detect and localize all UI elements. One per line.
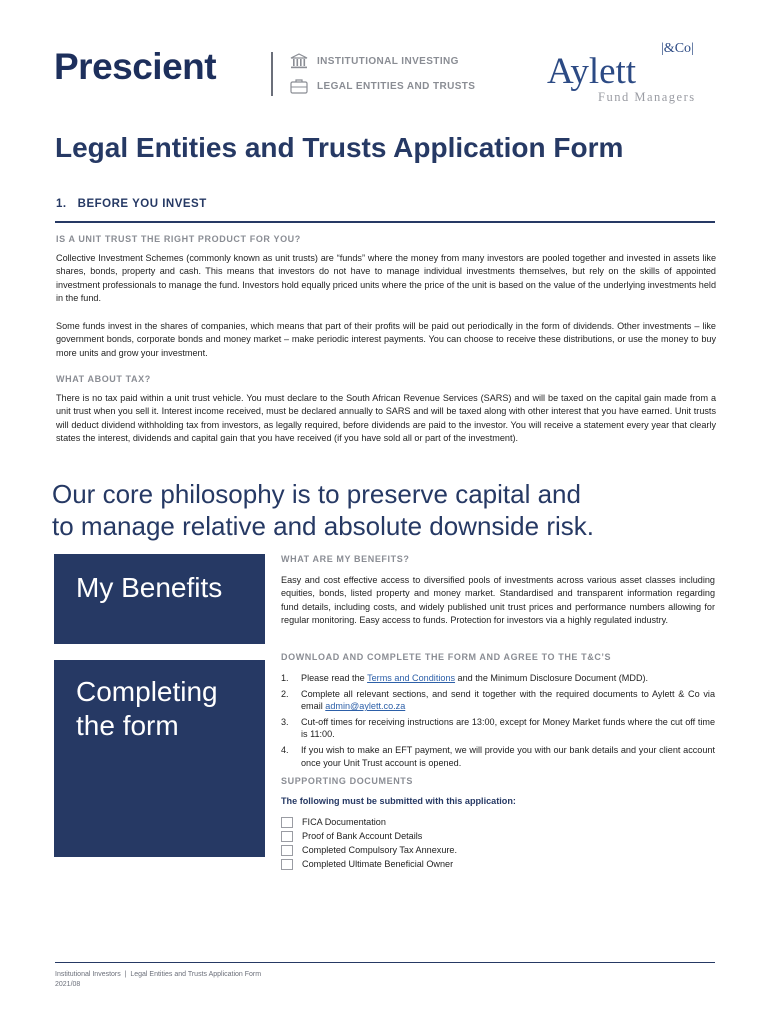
steps-list bbox=[281, 672, 715, 769]
documents-checklist bbox=[281, 815, 715, 871]
aylett-co-mark: |&Co| bbox=[661, 41, 694, 56]
nav-legal-entities bbox=[290, 78, 475, 94]
philosophy-statement bbox=[52, 478, 702, 542]
step-item: 3. Cut-off times for receiving instructions are 13:00, except for Money Market funds where the cut off time is 11:00. bbox=[281, 716, 715, 740]
prescient-logo: Prescient bbox=[54, 46, 217, 87]
completing-line-2: the form bbox=[76, 710, 179, 741]
aylett-logo: Aylett bbox=[547, 51, 637, 92]
checkbox[interactable] bbox=[281, 845, 293, 856]
checklist-item-ubo bbox=[281, 857, 715, 871]
page-title: Legal Entities and Trusts Application Form bbox=[55, 132, 624, 163]
checkbox[interactable] bbox=[281, 831, 293, 842]
my-benefits-panel bbox=[54, 554, 265, 644]
section-divider bbox=[55, 221, 715, 223]
checklist-item-tax bbox=[281, 843, 715, 857]
step-item: 4. If you wish to make an EFT payment, we will provide you with our bank details and your client account once your Unit Trust account is opened. bbox=[281, 744, 715, 768]
footer-line-1: Institutional Investors | Legal Entities and Trusts Application Form bbox=[55, 971, 262, 978]
subheading-tax: WHAT ABOUT TAX? bbox=[56, 374, 151, 384]
step-item: 1. Please read the Terms and Conditions and the Minimum Disclosure Document (MDD). bbox=[281, 673, 649, 683]
footer-date: 2021/08 bbox=[55, 981, 81, 988]
nav-institutional-investing bbox=[290, 53, 459, 69]
supporting-documents-section bbox=[281, 776, 715, 871]
supporting-heading: SUPPORTING DOCUMENTS bbox=[281, 776, 414, 786]
philosophy-line-1: Our core philosophy is to preserve capital and bbox=[52, 479, 581, 509]
checkbox[interactable] bbox=[281, 859, 293, 870]
step-item: 2. Complete all relevant sections, and send it together with the required documents to Aylett & Co via email admin@aylett.co.za bbox=[281, 688, 715, 712]
checkbox[interactable] bbox=[281, 817, 293, 828]
philosophy-line-2: to manage relative and absolute downside risk. bbox=[52, 511, 594, 541]
download-heading: DOWNLOAD AND COMPLETE THE FORM AND AGREE TO THE T&C’S bbox=[281, 652, 612, 662]
checklist-item-fica bbox=[281, 815, 715, 829]
benefits-section bbox=[281, 554, 715, 628]
checklist-item-bank bbox=[281, 829, 715, 843]
download-section bbox=[281, 652, 715, 772]
section-heading: 1. BEFORE YOU INVEST bbox=[56, 198, 207, 210]
nav-label: LEGAL ENTITIES AND TRUSTS bbox=[317, 80, 476, 92]
footer bbox=[55, 970, 261, 990]
my-benefits-label: My Benefits bbox=[76, 572, 223, 603]
paragraph-tax: There is no tax paid within a unit trust vehicle. You must declare to the South African Revenue Services (SARS) and will be taxed on the capital gain made from a unit trust when you sell it. Interest income received, must be declared annually to SARS and will be taxed along with other interest that you have earned. Unit trusts will deduct dividend withholding tax from investors, as legally required, before dividends are paid to the investor. You will receive a statement every year that clearly states the interest, dividends and capital gain that you have received (if you have sold all or part of the investment). bbox=[56, 393, 716, 444]
completing-line-1: Completing bbox=[76, 676, 218, 707]
checklist-label: Completed Compulsory Tax Annexure. bbox=[302, 845, 458, 855]
subheading-unit-trust: IS A UNIT TRUST THE RIGHT PRODUCT FOR YOU? bbox=[56, 234, 301, 244]
footer-divider bbox=[55, 962, 715, 963]
nav-label: INSTITUTIONAL INVESTING bbox=[317, 55, 459, 67]
checklist-label: FICA Documentation bbox=[302, 817, 386, 827]
paragraph-dividends: Some funds invest in the shares of companies, which means that part of their profits will be paid out periodically in the form of dividends. Other investments – like government bonds, corporate bonds and money market – make periodic interest payments. You can choose to receive these distributions, or use the money to buy more units and grow your investment. bbox=[56, 321, 716, 358]
checklist-label: Completed Ultimate Beneficial Owner bbox=[302, 859, 454, 869]
terms-and-conditions-link[interactable]: Terms and Conditions bbox=[367, 673, 456, 683]
bank-icon bbox=[290, 53, 308, 69]
benefits-text: Easy and cost effective access to diversified pools of investments across various asset classes including equities, bonds, listed property and money market. Standardised and transparent information regarding fund details, including costs, and widely published unit trust prices and performance numbers allowing for regular monitoring. Easy access to funds. Protection for investors via a highly regulated industry. bbox=[281, 575, 715, 626]
briefcase-icon bbox=[290, 78, 308, 94]
supporting-subheading: The following must be submitted with this application: bbox=[281, 796, 516, 806]
checklist-label: Proof of Bank Account Details bbox=[302, 831, 423, 841]
aylett-tagline: Fund Managers bbox=[598, 90, 696, 104]
admin-email-link[interactable]: admin@aylett.co.za bbox=[325, 701, 406, 712]
benefits-heading: WHAT ARE MY BENEFITS? bbox=[281, 554, 410, 564]
paragraph-unit-trust: Collective Investment Schemes (commonly known as unit trusts) are “funds” where the money from many investors are pooled together and invested in assets like shares, bonds, property and cash. This means that investors do not have to manage individual investments themselves, but rely on the skills of appointed investment professionals to manage the fund. Investors hold equally priced units where the price of the unit is based on the value of the underlying investments held in the fund. bbox=[56, 253, 716, 304]
completing-form-panel bbox=[54, 660, 265, 857]
header-divider bbox=[271, 52, 273, 96]
